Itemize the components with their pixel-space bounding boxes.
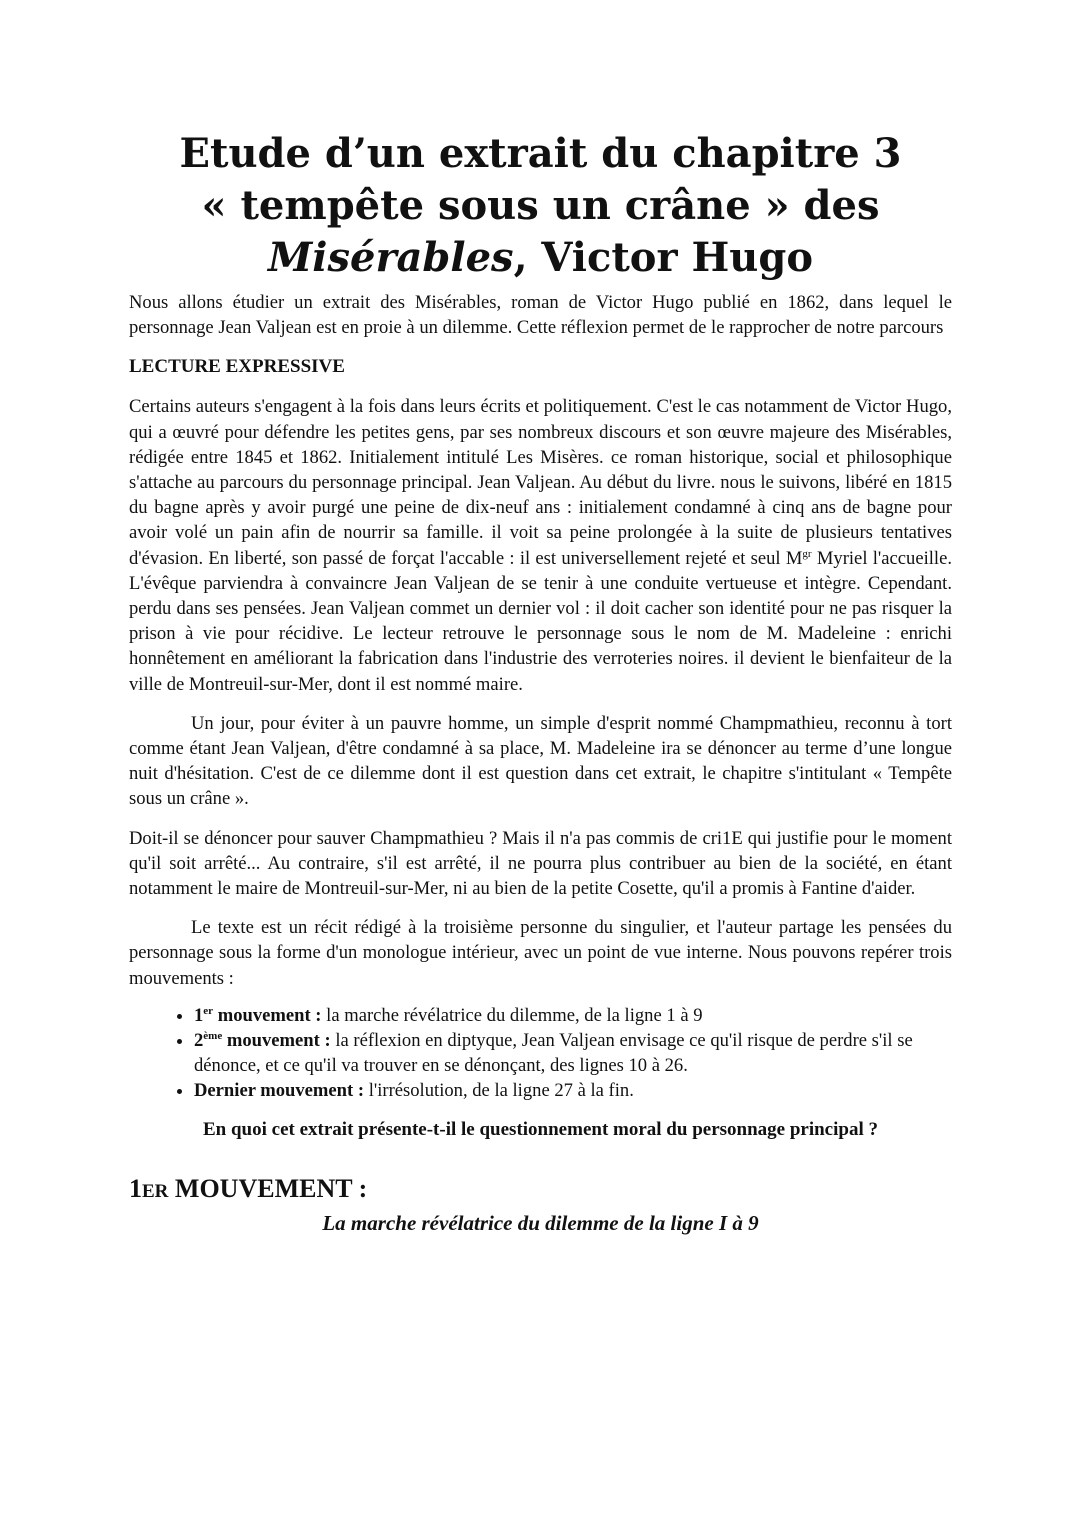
problematic-question: En quoi cet extrait présente-t-il le questionnement moral du personnage principal ?: [203, 1118, 878, 1140]
first-movement-subtitle: La marche révélatrice du dilemme de la ligne I à 9: [322, 1210, 759, 1235]
first-movement-heading: 1ER MOUVEMENT :: [129, 1173, 368, 1203]
title-author: , Victor Hugo: [513, 234, 813, 281]
movement-label: Dernier mouvement :: [194, 1080, 365, 1102]
movement-description: la réflexion en diptyque, Jean Valjean envisage ce qu'il risque de perdre s'il se dénonce, et ce qu'il va trouver en se dénonçant, des lignes 10 à 26.: [194, 1030, 913, 1077]
movement-label: 2ème mouvement :: [194, 1029, 331, 1052]
context-paragraph-3: Doit-il se dénoncer pour sauver Champmathieu ? Mais il n'a pas commis de cri1E qui justifie pour le moment qu'il soit arrêté... Au contraire, s'il est arrêté, il ne pourra plus contribuer au bien de la société, en étant notamment le maire de Montreuil-sur-Mer, ni au bien de la petite Cosette, qu'il a promis à Fantine d'aider.: [129, 827, 952, 900]
list-item: [194, 1078, 952, 1103]
context-paragraph-4: Le texte est un récit rédigé à la troisième personne du singulier, et l'auteur partage les pensées du personnage sous la forme d'un monologue intérieur, avec un point de vue interne. Nous pouvons repérer trois mouvements :: [129, 917, 952, 989]
context-p1-part-a: Certains auteurs s'engagent à la fois dans leurs écrits et politiquement. C'est le cas notamment de Victor Hugo, qui a œuvré pour défendre les petites gens, par ses nombreux discours et son œuvre majeure des Misérables, rédigée entre 1845 et 1862. Initialement intitulé Les Misères. ce roman historique, social et philosophique s'attache au parcours du personnage principal. Jean Valjean. Au début du livre. nous le suivons, libéré en 1815 du bagne après y avoir purgé une peine de dix-neuf ans : initialement condamné à cinq ans de bagne pour avoir volé un pain afin de nourrir sa famille. il voit sa peine prolongée à la suite de plusieurs tentatives d'évasion. En liberté, son passé de forçat l'accable : il est universellement rejeté et seul M: [129, 396, 952, 569]
monseigneur-superscript: gr: [802, 547, 812, 560]
intro-paragraph: Nous allons étudier un extrait des Misérables, roman de Victor Hugo publié en 1862, dans lequel le personnage Jean Valjean est en proie à un dilemme. Cette réflexion permet de le rapprocher de notre parcours: [129, 292, 952, 339]
title-line-1: Etude d’un extrait du chapitre 3: [179, 130, 902, 177]
movements-list: [129, 1003, 952, 1104]
list-item: [194, 1003, 952, 1028]
movement-description: l'irrésolution, de la ligne 27 à la fin.: [364, 1080, 634, 1102]
context-paragraph-1: [129, 394, 952, 696]
movement-description: la marche révélatrice du dilemme, de la ligne 1 à 9: [321, 1004, 703, 1026]
movement-label: 1er mouvement :: [194, 1004, 322, 1026]
context-paragraph-2: Un jour, pour éviter à un pauvre homme, un simple d'esprit nommé Champmathieu, reconnu à tort comme étant Jean Valjean, d'être condamné à sa place, M. Madeleine ira se dénoncer au terme d’une longue nuit d'hésitation. C'est de ce dilemme dont il est question dans cet extrait, le chapitre s'intitulant « Tempête sous un crâne ».: [129, 712, 952, 810]
title-work-name: Misérables: [268, 234, 514, 281]
list-item: [194, 1028, 952, 1078]
document-title: [129, 128, 952, 284]
title-line-2: « tempête sous un crâne » des: [201, 182, 880, 229]
document-page: [129, 128, 952, 1237]
section-heading-lecture: LECTURE EXPRESSIVE: [129, 356, 345, 378]
context-p1-part-b: Myriel l'accueille. L'évêque parviendra à convaincre Jean Valjean de se tenir à une conduite vertueuse et intègre. Cependant. perdu dans ses pensées. Jean Valjean commet un dernier vol : il doit cacher son identité pour ne pas risquer la prison à vie pour récidive. Le lecteur retrouve le personnage sous le nom de M. Madeleine : enrichi honnêtement en améliorant la fabrication dans l'industrie des verroteries noires. il devient le bienfaiteur de la ville de Montreuil-sur-Mer, dont il est nommé maire.: [129, 547, 952, 695]
